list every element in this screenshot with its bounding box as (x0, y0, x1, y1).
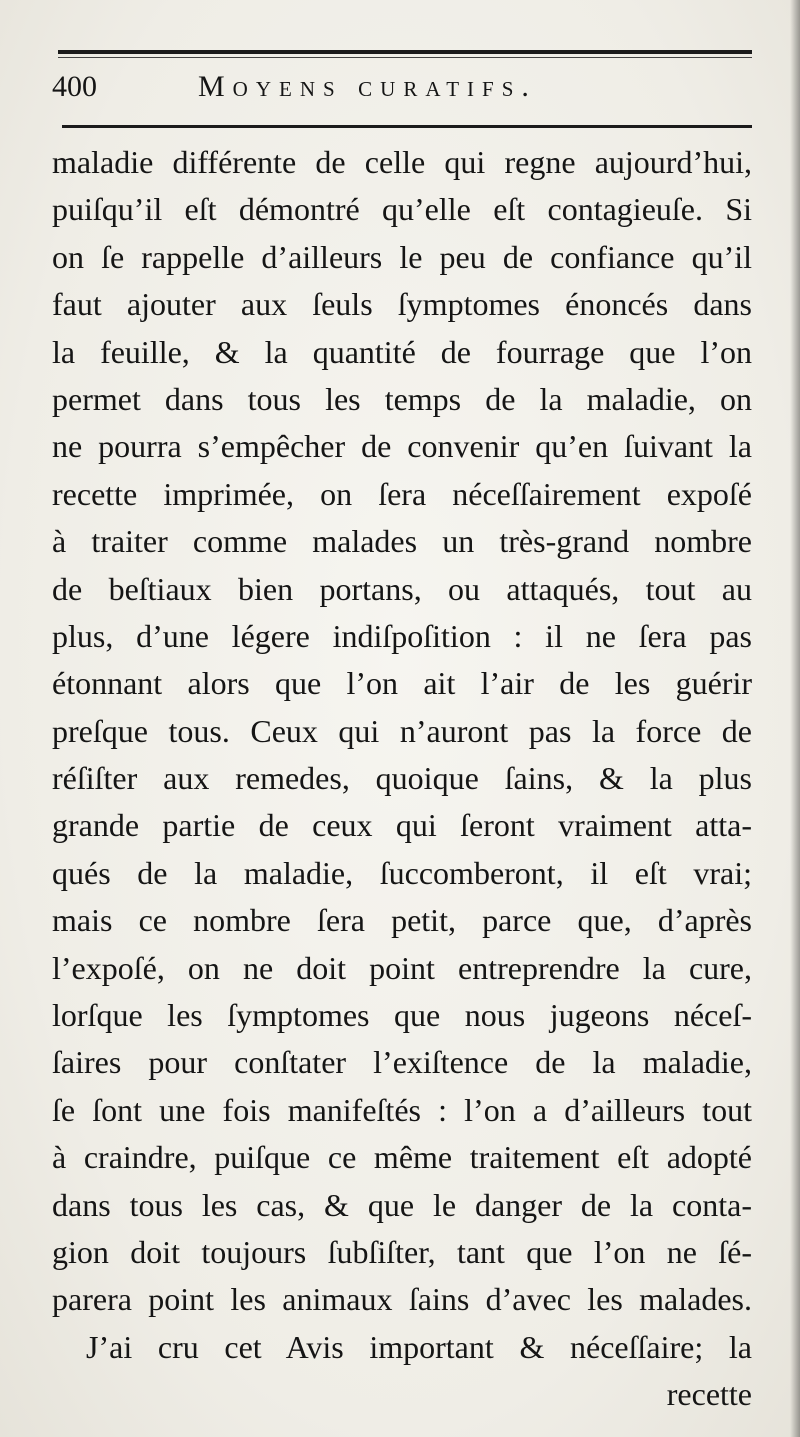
text-line: maladie différente de celle qui regne aujourd’hui, (52, 144, 752, 180)
text-line: de beſtiaux bien portans, ou attaqués, tout au (52, 570, 752, 607)
text-line: faut ajouter aux ſeuls ſymptomes énoncés dans (52, 286, 752, 323)
text-line: ſe ſont une fois manifeſtés : l’on a d’ailleurs tout (52, 1091, 752, 1128)
text-line: on ſe rappelle d’ailleurs le peu de confiance qu’il (52, 238, 752, 275)
text-line: preſque tous. Ceux qui n’auront pas la force de (52, 712, 752, 749)
text-line: ne pourra s’empêcher de convenir qu’en ſuivant la (52, 428, 752, 465)
text-line: dans tous les cas, & que le danger de la conta- (52, 1186, 752, 1223)
text-line: lorſque les ſymptomes que nous jugeons néceſ- (52, 997, 752, 1034)
text-line: la feuille, & la quantité de fourrage que l’on (52, 333, 752, 370)
text-line: l’expoſé, on ne doit point entreprendre la cure, (52, 949, 752, 986)
text-line: gion doit toujours ſubſiſter, tant que l’on ne ſé- (52, 1233, 752, 1270)
paragraph-start-line: J’ai cru cet Avis important & néceſſaire; la (86, 1328, 752, 1365)
header-rule-bottom (62, 125, 752, 128)
text-line: recette imprimée, on ſera néceſſairement expoſé (52, 475, 752, 512)
text-line: ſaires pour conſtater l’exiſtence de la maladie, (52, 1044, 752, 1081)
header-rule-top (58, 50, 752, 54)
page-number: 400 (52, 70, 97, 103)
text-line: à traiter comme malades un très-grand nombre (52, 523, 752, 560)
text-line: réſiſter aux remedes, quoique ſains, & la plus (52, 760, 752, 797)
text-line: plus, d’une légere indiſpoſition : il ne ſera pas (52, 617, 752, 654)
header-rule-top-thin (58, 57, 752, 58)
text-line: puiſqu’il eſt démontré qu’elle eſt contagieuſe. Si (52, 191, 752, 228)
running-head (52, 66, 752, 116)
running-title: Moyens curatifs. (198, 70, 537, 103)
text-line: mais ce nombre ſera petit, parce que, d’après (52, 902, 752, 939)
text-line: étonnant alors que l’on ait l’air de les guérir (52, 665, 752, 702)
body-text (52, 140, 752, 1420)
text-line: permet dans tous les temps de la maladie, on (52, 380, 752, 417)
text-line: à craindre, puiſque ce même traitement eſt adopté (52, 1139, 752, 1176)
text-line: grande partie de ceux qui ſeront vraiment atta- (52, 807, 752, 844)
text-line: qués de la maladie, ſuccomberont, il eſt vrai; (52, 854, 752, 891)
page-edge-shadow (790, 0, 800, 1437)
text-line: parera point les animaux ſains d’avec les malades. (52, 1281, 752, 1318)
catchword: recette (666, 1376, 752, 1413)
